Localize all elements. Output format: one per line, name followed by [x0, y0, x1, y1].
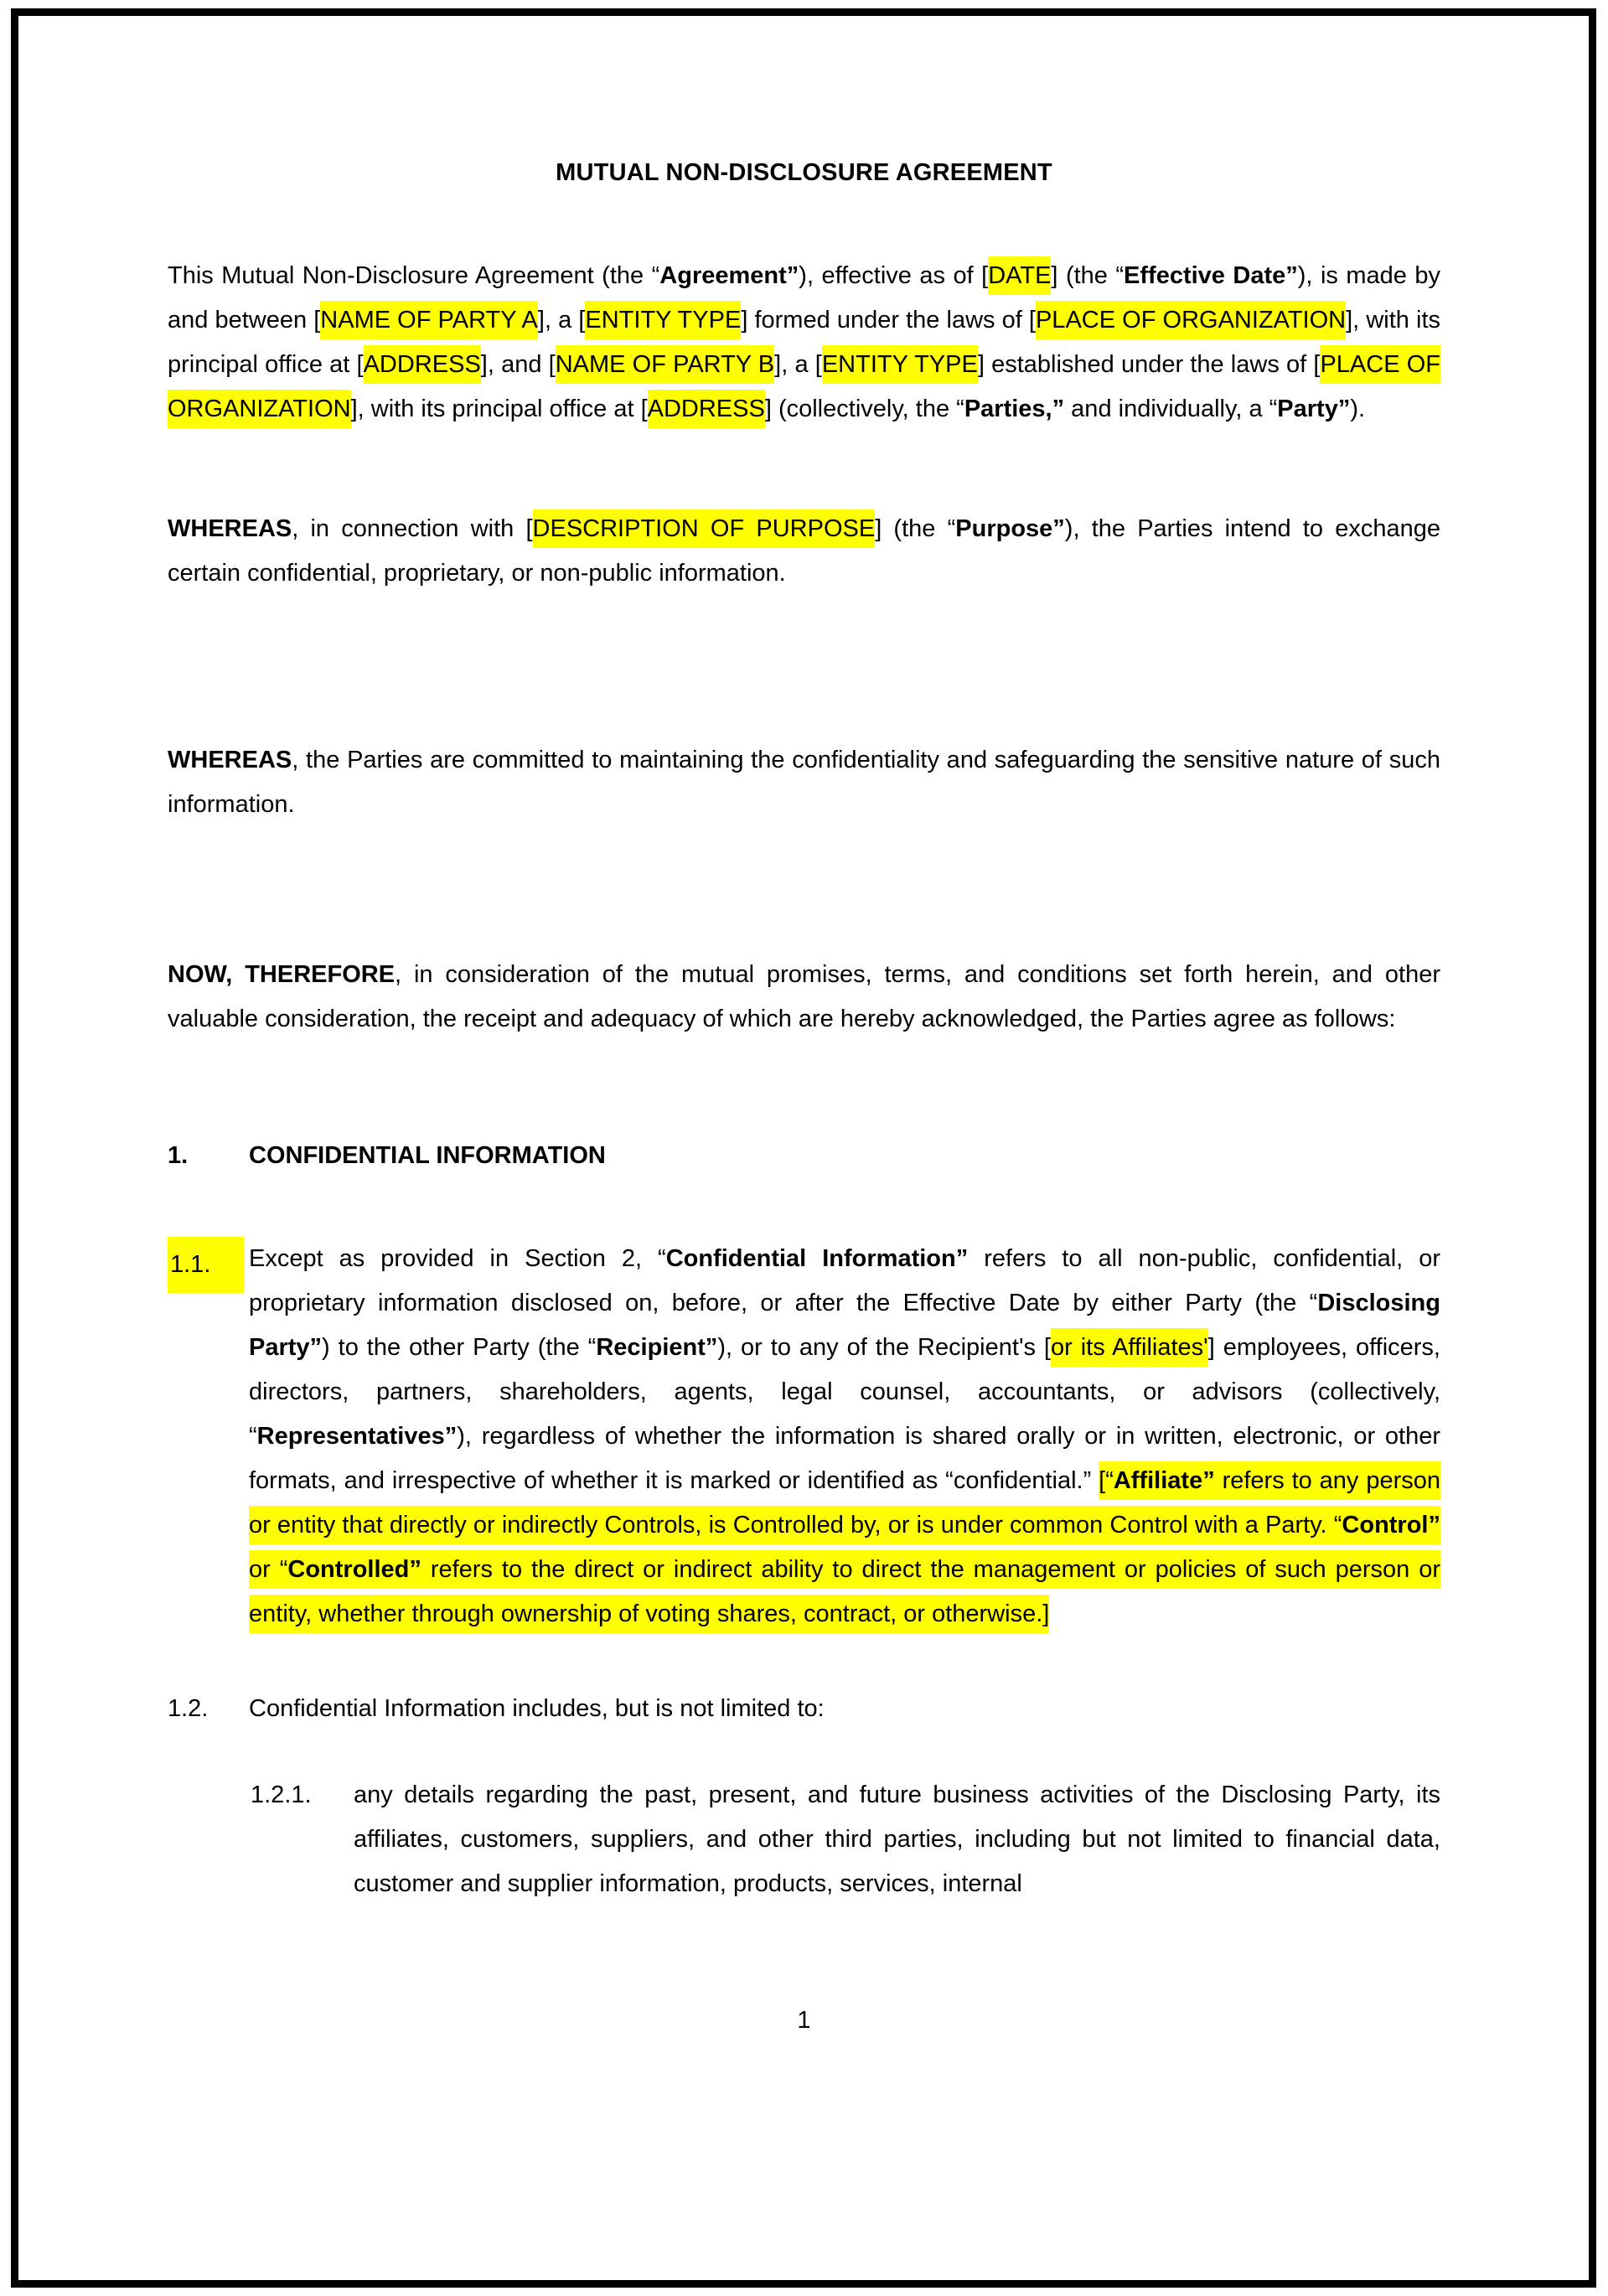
text-run: , the Parties are committed to maintaining the confidentiality and safeguarding the sensitive nature of such information. — [168, 747, 1440, 818]
text-run: Party” — [1277, 396, 1351, 422]
text-run: NOW, THEREFORE — [168, 961, 396, 988]
clause-1-1 — [168, 1237, 1440, 1637]
text-run: , in connection with [ — [292, 515, 533, 542]
text-run: [“ — [1099, 1461, 1114, 1500]
clause-1-2-1 — [251, 1773, 1440, 1906]
clause-1-2-number: 1.2. — [168, 1695, 209, 1722]
text-run: ] (the “ — [875, 515, 956, 542]
text-run: ] established under the laws of [ — [977, 351, 1321, 378]
text-run: ADDRESS — [648, 390, 765, 428]
text-run: or “ — [249, 1550, 287, 1589]
text-run: ADDRESS — [364, 345, 481, 384]
text-run: ENTITY TYPE — [822, 345, 978, 384]
text-run: Affiliate” — [1114, 1461, 1215, 1500]
text-run: DATE — [988, 256, 1051, 295]
text-run: PLACE OF ORGANIZATION — [168, 345, 1440, 428]
text-run: ] employees, officers, directors, partners, shareholders, agents, legal counsel, accountants, or advisors (collectively, “ — [249, 1334, 1440, 1450]
text-run: any details regarding the past, present, and future business activities of the Disclosing Party, its affiliates, customers, suppliers, and other third parties, including but not limited to financial data, customer and supplier information, products, services, internal — [354, 1781, 1440, 1897]
intro-paragraph — [168, 254, 1440, 432]
text-run: Except as provided in Section 2, “ — [249, 1245, 666, 1272]
text-run: ), the Parties intend to exchange certain confidential, proprietary, or non-public information. — [168, 515, 1440, 587]
text-run: Confidential Information includes, but is not limited to: — [249, 1695, 825, 1722]
section-1-number: 1. — [168, 1142, 189, 1169]
text-run: ) to the other Party (the “ — [322, 1334, 597, 1361]
now-therefore-paragraph — [168, 953, 1440, 1042]
text-run: refers to all non-public, confidential, or proprietary information disclosed on, before, or after the Effective Date by either Party (the “ — [249, 1245, 1440, 1316]
clause-1-1-number — [168, 1237, 249, 1293]
text-run: Recipient” — [596, 1334, 718, 1361]
text-run: ), regardless of whether the information is shared orally or in written, electronic, or other formats, and irrespective of whether it is marked or identified as “confidential.” — [249, 1423, 1440, 1494]
text-run: ), or to any of the Recipient's [ — [717, 1334, 1051, 1361]
text-run: ], with its principal office at [ — [350, 396, 648, 422]
text-run: Representatives” — [256, 1423, 458, 1450]
text-run: ] (the “ — [1051, 262, 1125, 289]
text-run: This Mutual Non-Disclosure Agreement (the “ — [168, 262, 660, 289]
text-run: , in consideration of the mutual promises, terms, and conditions set forth herein, and other valuable consideration, the receipt and adequacy of which are hereby acknowledged, the Parties agree as follows: — [168, 961, 1440, 1032]
text-run: ), effective as of [ — [799, 262, 989, 289]
section-1-heading-label: CONFIDENTIAL INFORMATION — [249, 1142, 606, 1169]
text-run: WHEREAS — [168, 515, 292, 542]
whereas-purpose-paragraph — [168, 507, 1440, 596]
document-title: MUTUAL NON-DISCLOSURE AGREEMENT — [556, 159, 1052, 186]
clause-1-2-text — [249, 1687, 1440, 1731]
text-run: Control” — [1342, 1506, 1440, 1544]
clause-1-2-1-text — [354, 1773, 1440, 1906]
text-run: and individually, a “ — [1064, 396, 1278, 422]
clause-1-1-text — [249, 1237, 1440, 1637]
section-1-heading — [168, 1134, 1440, 1178]
text-run: NAME OF PARTY B — [556, 345, 774, 384]
text-run: ], and [ — [480, 351, 556, 378]
text-run: refers to the direct or indirect ability to direct the management or policies of such person or entity, whether through ownership of voting shares, contract, or otherwise.] — [249, 1550, 1440, 1633]
text-run: WHEREAS — [168, 747, 292, 773]
text-run: ), is made by and between [ — [168, 262, 1440, 334]
text-run: Parties,” — [964, 396, 1065, 422]
text-run: DESCRIPTION OF PURPOSE — [533, 509, 876, 548]
text-run: Disclosing Party” — [249, 1290, 1440, 1361]
text-run: ] formed under the laws of [ — [741, 307, 1036, 334]
text-run: PLACE OF ORGANIZATION — [1036, 301, 1346, 339]
text-run: Controlled” — [287, 1550, 421, 1589]
text-run: ], with its principal office at [ — [168, 307, 1441, 378]
clause-1-1-number-highlight: 1.1. — [168, 1237, 244, 1293]
document-body — [168, 151, 1440, 2043]
whereas-commitment-paragraph — [168, 738, 1440, 827]
text-run: ] (collectively, the “ — [764, 396, 964, 422]
text-run: ], a [ — [774, 351, 822, 378]
clause-1-2-1-number: 1.2.1. — [251, 1781, 312, 1808]
text-run: Agreement” — [659, 262, 799, 289]
text-run: or its Affiliates' — [1051, 1328, 1208, 1367]
text-run: ], a [ — [537, 307, 586, 334]
text-run: ). — [1350, 396, 1366, 422]
text-run: NAME OF PARTY A — [320, 301, 538, 339]
text-run: ENTITY TYPE — [585, 301, 741, 339]
text-run: Confidential Information” — [665, 1245, 969, 1272]
text-run: Effective Date” — [1124, 262, 1298, 289]
text-run: refers to any person or entity that directly or indirectly Controls, is Controlled by, or is under common Control with a Party. “ — [249, 1461, 1440, 1544]
page-number: 1 — [797, 2007, 811, 2034]
clause-1-2 — [168, 1687, 1440, 1731]
text-run: Purpose” — [955, 515, 1065, 542]
